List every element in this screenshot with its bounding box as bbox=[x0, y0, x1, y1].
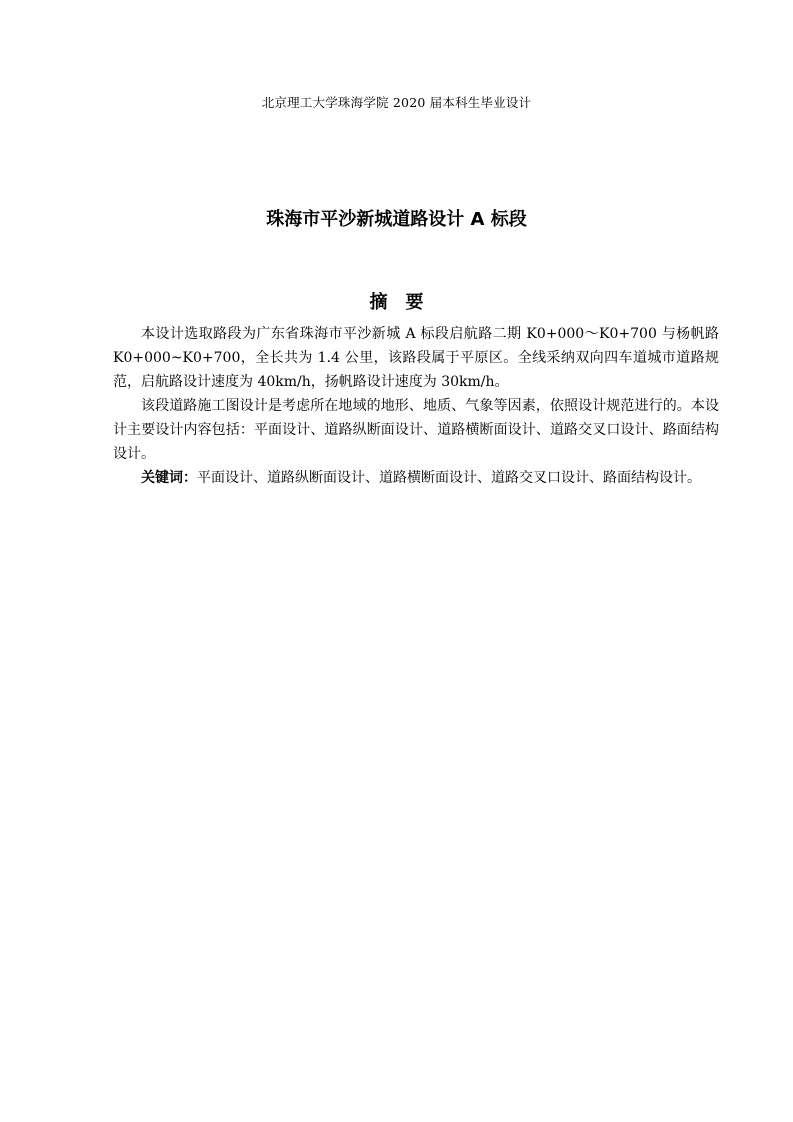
abstract-paragraph-1: 本设计选取路段为广东省珠海市平沙新城 A 标段启航路二期 K0+000～K0+700 与杨帆路 K0+000~K0+700，全长共为 1.4 公里，该路段属于平原区。全线采纳双向四车道城市道路规范，启航路设计速度为 40km/h，扬帆路设计速度为 30km/h。 bbox=[113, 326, 719, 390]
abstract-body bbox=[113, 322, 719, 490]
abstract-paragraph-2: 该段道路施工图设计是考虑所在地域的地形、地质、气象等因素，依照设计规范进行的。本设计主要设计内容包括：平面设计、道路纵断面设计、道路横断面设计、道路交叉口设计、路面结构设计。 bbox=[113, 398, 719, 462]
abstract-heading: 摘要 bbox=[369, 292, 442, 313]
keywords-text: 平面设计、道路纵断面设计、道路横断面设计、道路交叉口设计、路面结构设计。 bbox=[197, 470, 701, 486]
keywords-line bbox=[113, 466, 719, 490]
thesis-title: 珠海市平沙新城道路设计 A 标段 bbox=[266, 209, 527, 230]
keywords-label: 关键词： bbox=[141, 470, 197, 486]
page-header: 北京理工大学珠海学院 2020 届本科生毕业设计 bbox=[261, 95, 532, 110]
